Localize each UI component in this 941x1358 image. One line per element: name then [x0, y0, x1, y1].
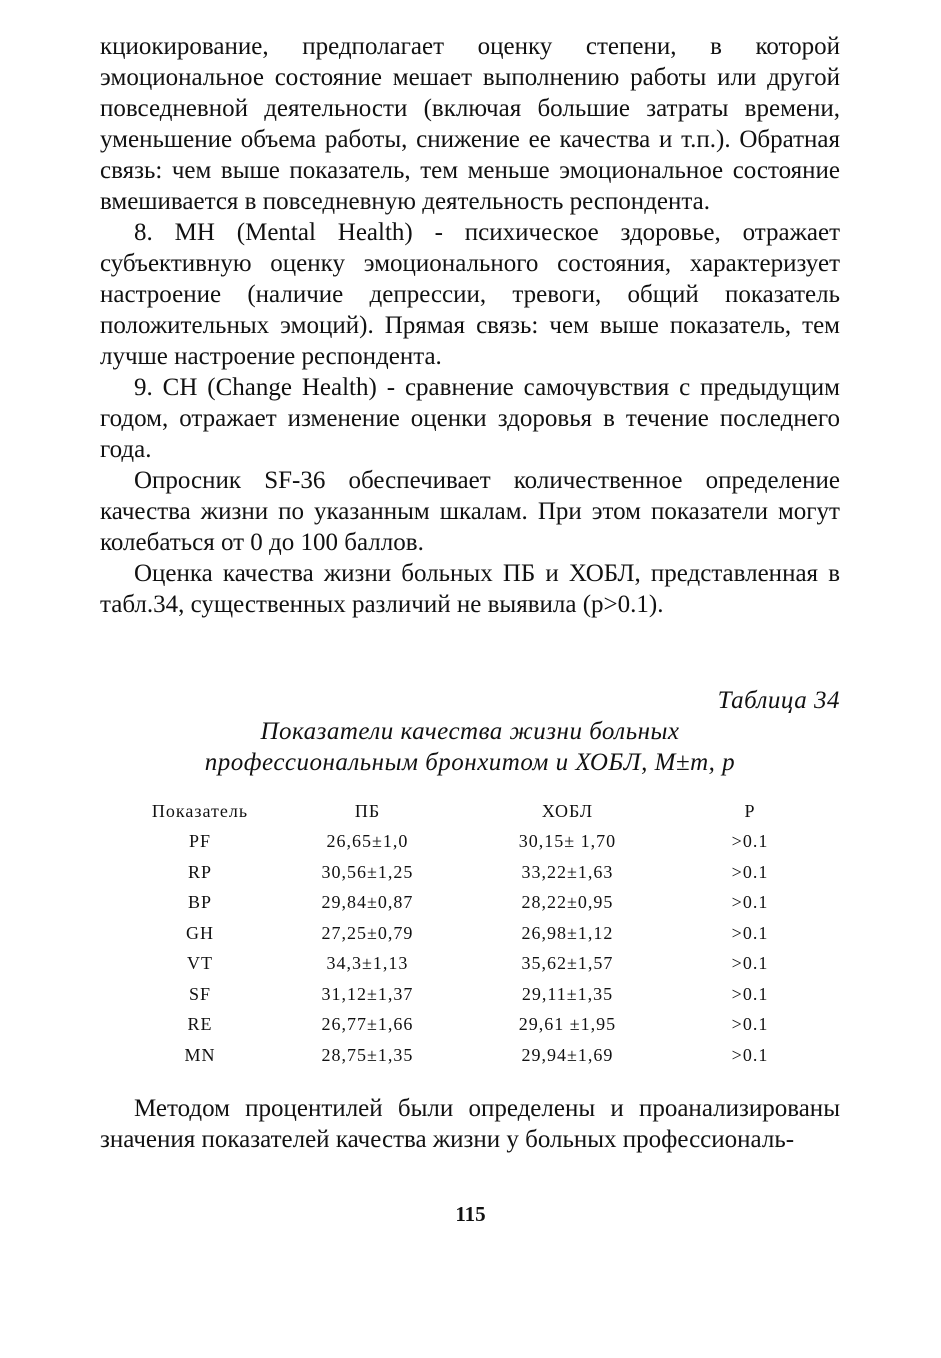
table-cell: PF — [188, 831, 212, 852]
table-cell: MN — [184, 1044, 216, 1065]
page-number: 115 — [455, 1202, 486, 1226]
table-cell: >0.1 — [731, 861, 769, 882]
column-header: ПБ — [354, 800, 381, 821]
table-row — [140, 979, 840, 1010]
table-cell: 33,22±1,63 — [521, 861, 614, 882]
table-row — [140, 949, 840, 980]
table-cell: 26,98±1,12 — [521, 922, 614, 943]
table-cell: 29,94±1,69 — [521, 1044, 614, 1065]
table-row — [140, 888, 840, 919]
table-cell: 26,77±1,66 — [321, 1014, 414, 1035]
table-cell: SF — [188, 983, 212, 1004]
table-cell: >0.1 — [731, 922, 769, 943]
table-cell: 28,22±0,95 — [521, 892, 614, 913]
table-number-label: Таблица 34 — [717, 687, 840, 714]
table-cell: >0.1 — [731, 892, 769, 913]
body-text-bottom — [100, 1093, 840, 1155]
table-cell: 34,3±1,13 — [326, 953, 409, 974]
column-header: P — [744, 800, 756, 821]
table-cell: VT — [187, 953, 213, 974]
paragraph: 8. MH (Mental Health) - психическое здоровье, отражает субъективную оценку эмоционального состояния, характеризует настроение (наличие депрессии, тревоги, общий показатель положительных эмоций). Прямая связь: чем выше показатель, тем лучше настроение респондента. — [100, 219, 840, 370]
table-row — [140, 857, 840, 888]
table-cell: >0.1 — [731, 1044, 769, 1065]
table-cell: RE — [187, 1014, 213, 1035]
table-row — [140, 827, 840, 858]
column-header: ХОБЛ — [541, 800, 594, 821]
table-cell: >0.1 — [731, 1014, 769, 1035]
table-cell: 27,25±0,79 — [321, 922, 414, 943]
table-cell: 31,12±1,37 — [321, 983, 414, 1004]
table-cell: 29,84±0,87 — [321, 892, 414, 913]
table-row — [140, 1010, 840, 1041]
paragraph: 9. CH (Change Health) - сравнение самочувствия с предыдущим годом, отражает изменение оценки здоровья в течение последнего года. — [100, 374, 840, 463]
paragraph: кциокирование, предполагает оценку степени, в которой эмоциональное состояние мешает выполнению работы или другой повседневной деятельности (включая большие затраты времени, уменьшение объема работы, снижение ее качества и т.п.). Обратная связь: чем выше показатель, тем меньше эмоциональное состояние вмешивается в повседневную деятельность респондента. — [100, 33, 840, 215]
table-cell: RP — [187, 861, 213, 882]
table-cell: >0.1 — [731, 953, 769, 974]
table-cell: 29,11±1,35 — [521, 983, 614, 1004]
table-cell: GH — [186, 922, 214, 943]
quality-of-life-table — [140, 796, 840, 1071]
table-cell: BP — [187, 892, 213, 913]
paragraph: Опросник SF-36 обеспечивает количественное определение качества жизни по указанным шкалам. При этом показатели могут колебаться от 0 до 100 баллов. — [100, 467, 840, 556]
table-cell: 29,61 ±1,95 — [518, 1014, 617, 1035]
table-row — [140, 1040, 840, 1071]
table-cell: 30,56±1,25 — [321, 861, 414, 882]
table-cell: >0.1 — [731, 983, 769, 1004]
paragraph: Оценка качества жизни больных ПБ и ХОБЛ, представленная в табл.34, существенных различий не выявила (p>0.1). — [100, 560, 840, 618]
table-caption-line: профессиональным бронхитом и ХОБЛ, M±m, p — [204, 749, 736, 776]
table-cell: 28,75±1,35 — [321, 1044, 414, 1065]
paragraph: Методом процентилей были определены и проанализированы значения показателей качества жизни у больных профессиональ- — [100, 1095, 840, 1153]
table-cell: 35,62±1,57 — [521, 953, 614, 974]
table-cell: 26,65±1,0 — [326, 831, 409, 852]
table-row — [140, 918, 840, 949]
column-header: Показатель — [151, 800, 249, 821]
table-cell: 30,15± 1,70 — [518, 831, 617, 852]
table-caption — [100, 716, 840, 778]
table-cell: >0.1 — [731, 831, 769, 852]
body-text-top — [100, 31, 840, 620]
table-header-row — [140, 796, 840, 827]
table-caption-line: Показатели качества жизни больных — [260, 718, 680, 745]
